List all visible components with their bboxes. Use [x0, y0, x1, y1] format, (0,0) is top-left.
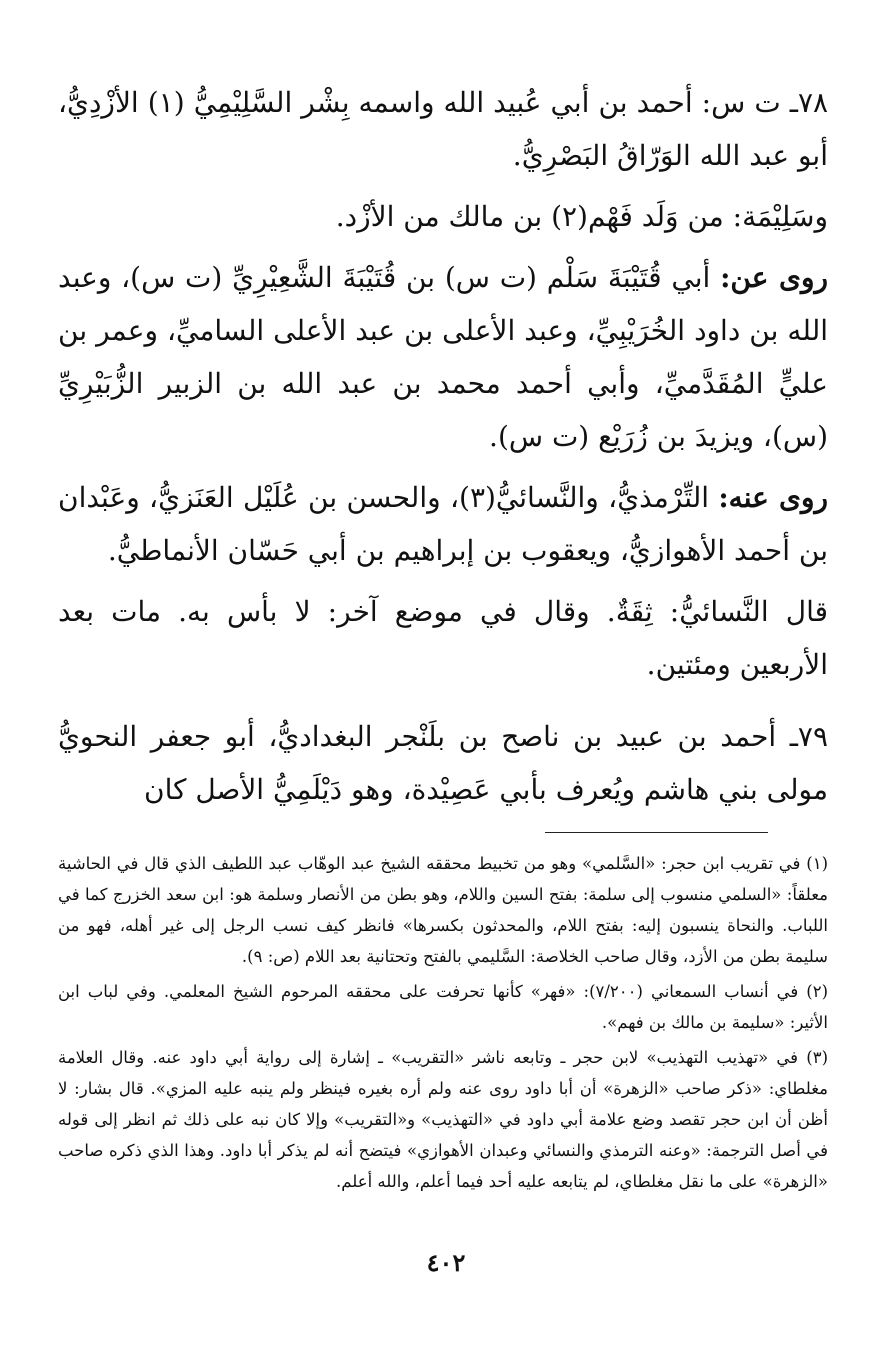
entry-78-narrated-by — [58, 471, 828, 577]
footnotes — [58, 848, 828, 1197]
entry-78-assessment: قال النَّسائيُّ: ثِقَةٌ. وقال في موضع آخر: لا بأس به. مات بعد الأربعين ومئتين. — [58, 595, 829, 681]
narrated-by-label: روى عنه: — [718, 481, 828, 514]
entry-78 — [58, 76, 828, 691]
entry-79-heading: ٧٩ـ أحمد بن عبيد بن ناصح بن بلَنْجر البغداديُّ، أبو جعفر النحويُّ مولى بني هاشم ويُعرف بأبي عَصِيْدة، وهو دَيْلَمِيُّ الأصل كان — [58, 720, 828, 806]
entry-79 — [58, 710, 828, 816]
entry-78-salima-note: وسَلِيْمَة: من وَلَد فَهْم(٢) بن مالك من الأزْد. — [335, 200, 828, 233]
entry-78-heading: ٧٨ـ ت س: أحمد بن أبي عُبيد الله واسمه بِشْر السَّلِيْمِيُّ (١) الأزْدِيُّ، أبو عبد الله الوَرّاقُ البَصْرِيُّ. — [58, 86, 829, 172]
entry-78-narrated-from — [58, 251, 828, 463]
footnote-separator — [545, 832, 768, 833]
narrated-from-label: روى عن: — [720, 261, 828, 294]
footnote-2: (٢) في أنساب السمعاني (٧/٢٠٠): «فهر» كأنها تحرفت على محققه المرحوم الشيخ المعلمي. وفي لباب ابن الأثير: «سليمة بن مالك بن فهم». — [58, 982, 828, 1032]
footnote-3: (٣) في «تهذيب التهذيب» لابن حجر ـ وتابعه ناشر «التقريب» ـ إشارة إلى رواية أبي داود عنه. وقال العلامة مغلطاي: «ذكر صاحب «الزهرة» أن أبا داود روى عنه ولم أره بغيره فينظر ولم ينبه عليه المزي». قال بشار: لا أظن أن ابن حجر تقصد وضع علامة أبي داود في «التهذيب» و«التقريب» وإلا كان نبه على ذلك ثم انظر إلى قوله في أصل الترجمة: «وعنه الترمذي والنسائي وعبدان الأهوازي» فيتضح أنه لم يذكر أبا داود. وهذا الذي ذكره صاحب «الزهرة» على ما نقل مغلطاي، لم يتابعه عليه أحد فيما أعلم، والله أعلم. — [58, 1048, 829, 1191]
footnote-1: (١) في تقريب ابن حجر: «السَّلمي» وهو من تخبيط محققه الشيخ عبد الوهّاب عبد اللطيف الذي قال في الحاشية معلقاً: «السلمي منسوب إلى سلمة: بفتح السين واللام، وهو بطن من الأنصار وسلمة هو: ابن سعد الخزرج كما في اللباب. والنحاة ينسبون إليه: بفتح اللام، والمحدثون بكسرها» فانظر كيف نسب الرجل إلى غير أهله، فهو من سليمة بطن من الأزد، وقال صاحب الخلاصة: السَّليمي بالفتح وتحتانية بعد اللام (ص: ٩). — [58, 854, 828, 966]
page-number: ٤٠٢ — [426, 1248, 466, 1277]
narrated-by-text: التِّرْمذيُّ، والنَّسائيُّ(٣)، والحسن بن عُلَيْل العَنَزيُّ، وعَبْدان بن أحمد الأهوازيُّ، ويعقوب بن إبراهيم بن أبي حَسّان الأنماطيُّ. — [58, 481, 828, 567]
narrated-from-text: أبي قُتَيْبَةَ سَلْم (ت س) بن قُتَيْبَةَ الشَّعِيْرِيِّ (ت س)، وعبد الله بن داود الخُرَيْبِيِّ، وعبد الأعلى بن عبد الأعلى الساميِّ، وعمر بن عليٍّ المُقَدَّميِّ، وأبي أحمد محمد بن عبد الله بن الزبير الزُّبَيْرِيِّ (س)، ويزيدَ بن زُرَيْع (ت س). — [58, 261, 828, 453]
